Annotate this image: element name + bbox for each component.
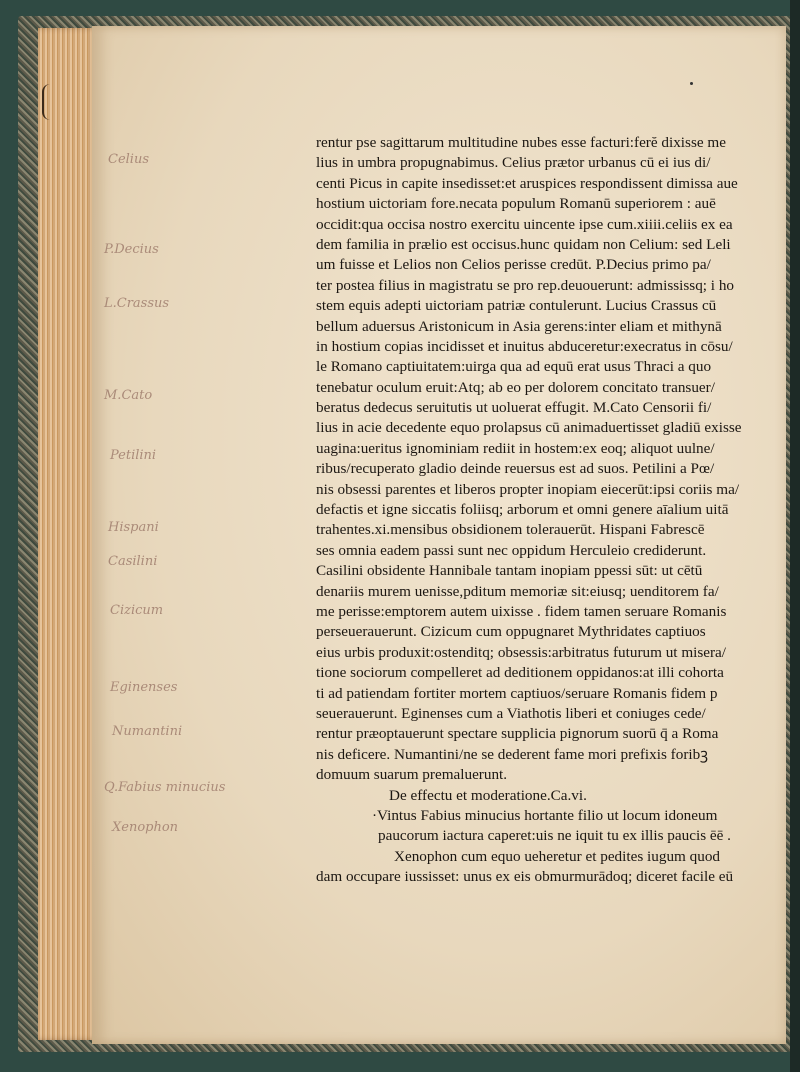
margin-note-cizicum: Cizicum [110, 603, 164, 618]
main-text [316, 133, 768, 887]
margin-note-celius: Celius [108, 152, 149, 167]
text-line: nis obsessi parentes et liberos propter inopiam eiecerūt:ipsi coriis ma/ [316, 480, 740, 498]
text-line: ter postea filius in magistratu se pro rep.deuouerunt: admississq; i ho [316, 276, 735, 294]
text-line: stem equis adepti uictoriam patriæ contulerunt. Lucius Crassus cū [316, 297, 717, 315]
text-line: ·Vintus Fabius minucius hortante filio ut locum idoneum [372, 806, 718, 824]
text-line: dam occupare iussisset: unus ex eis obmurmurādoq; diceret facile eū [316, 868, 734, 886]
text-line: paucorum iactura caperet:uis ne iquit tu ex illis paucis ēē . [378, 827, 731, 845]
text-line: tenebatur oculum eruit:Atq; ab eo per dolorem concitato transuer/ [316, 378, 715, 396]
text-line: tione sociorum compelleret ad deditionem oppidanos:at illi cohorta [316, 664, 724, 682]
margin-note-lcrassus: L.Crassus [104, 296, 170, 311]
text-line: perseuerauerunt. Cizicum cum oppugnaret Mythridates captiuos [316, 623, 706, 641]
text-line: eius urbis produxit:ostenditq; obsessis:arbitratus futurum ut misera/ [316, 643, 727, 661]
text-line: ti ad patiendam fortiter mortem captiuos/seruare Romanis fidem p [316, 684, 718, 702]
margin-note-pdecius: P.Decius [104, 242, 159, 257]
right-cover-edge [790, 0, 800, 1072]
text-line: seuerauerunt. Eginenses cum a Viathotis liberi et coniuges cede/ [316, 704, 706, 722]
text-line: me perisse:emptorem autem uixisse . fidem tamen seruare Romanis [316, 602, 727, 620]
text-line: occidit:qua occisa nostro exercitu uincente ipse cum.xiiii.celiis ex ea [316, 215, 733, 233]
chapter-heading: De effectu et moderatione.Ca.vi. [389, 786, 587, 804]
text-line: hostium uictoriam fore.necata populum Romanū superiorem : auē [316, 195, 716, 213]
text-line: uagina:ueritus ignominiam rediit in hostem:ex eoq; aliquot uulne/ [316, 439, 715, 457]
text-line: centi Picus in capite insedisset:et aruspices respondissent dimissa aue [316, 174, 738, 192]
margin-note-xenophon: Xenophon [112, 820, 179, 835]
text-line: Xenophon cum equo ueheretur et pedites iugum quod [394, 847, 721, 865]
text-line: domuum suarum premaluerunt. [316, 766, 508, 784]
text-line: ses omnia eadem passi sunt nec oppidum Herculeio crediderunt. [316, 541, 707, 559]
page-edges [38, 28, 98, 1040]
text-line: beratus dedecus seruitutis ut uoluerat effugit. M.Cato Censorii fi/ [316, 399, 712, 417]
text-line: rentur pse sagittarum multitudine nubes esse facturi:ferĕ dixisse me [316, 134, 726, 151]
text-line: defactis et igne siccatis foliisq; arborum et omni genere aīalium uitā [316, 501, 729, 519]
margin-note-eginenses: Eginenses [110, 680, 178, 695]
text-line: denariis murem uenisse,pditum memoriæ sit:eiusq; uenditorem fa/ [316, 582, 719, 600]
edge-bracket-mark [42, 84, 52, 120]
text-line: Casilini obsidente Hannibale tantam inopiam ppessi sūt: ut cētū [316, 562, 703, 580]
text-line: trahentes.xi.mensibus obsidionem tolerauerūt. Hispani Fabrescē [316, 521, 705, 539]
text-line: bellum aduersus Aristonicum in Asia gerens:inter eliam et mithynā [316, 317, 722, 335]
margin-note-numantini: Numantini [112, 724, 183, 739]
text-line: lius in acie decedente equo prolapsus cū animaduertisset gladiū exisse [316, 419, 742, 437]
text-line: le Romano captiuitatem:uirga qua ad equū erat usus Thraci a quo [316, 358, 712, 376]
text-line: um fuisse et Lelios non Celios perisse credūt. P.Decius primo pa/ [316, 256, 711, 274]
margin-note-hispani: Hispani [108, 520, 159, 535]
text-line: dem familia in prælio est occisus.hunc quidam non Celium: sed Leli [316, 235, 731, 253]
margin-note-mcato: M.Cato [104, 388, 153, 403]
margin-note-qfabius: Q.Fabius minucius [104, 780, 226, 795]
text-line: rentur præoptauerunt spectare supplicia pignorum suorū q̄ a Roma [316, 725, 719, 743]
margin-note-casilini: Casilini [108, 554, 158, 569]
text-line: ribus/recuperato gladio deinde reuersus est ad suos. Petilini a Pœ/ [316, 460, 715, 478]
text-line: lius in umbra propugnabimus. Celius prætor urbanus cū ei ius di/ [316, 154, 711, 172]
text-line: in hostium copias incidisset et inuitus abduceretur:execratus in cōsu/ [316, 337, 733, 355]
margin-note-petilini: Petilini [110, 448, 157, 463]
text-line: nis deficere. Numantini/ne se dederent fame mori prefixis foribꝫ [316, 745, 708, 763]
ink-speck [690, 82, 693, 85]
